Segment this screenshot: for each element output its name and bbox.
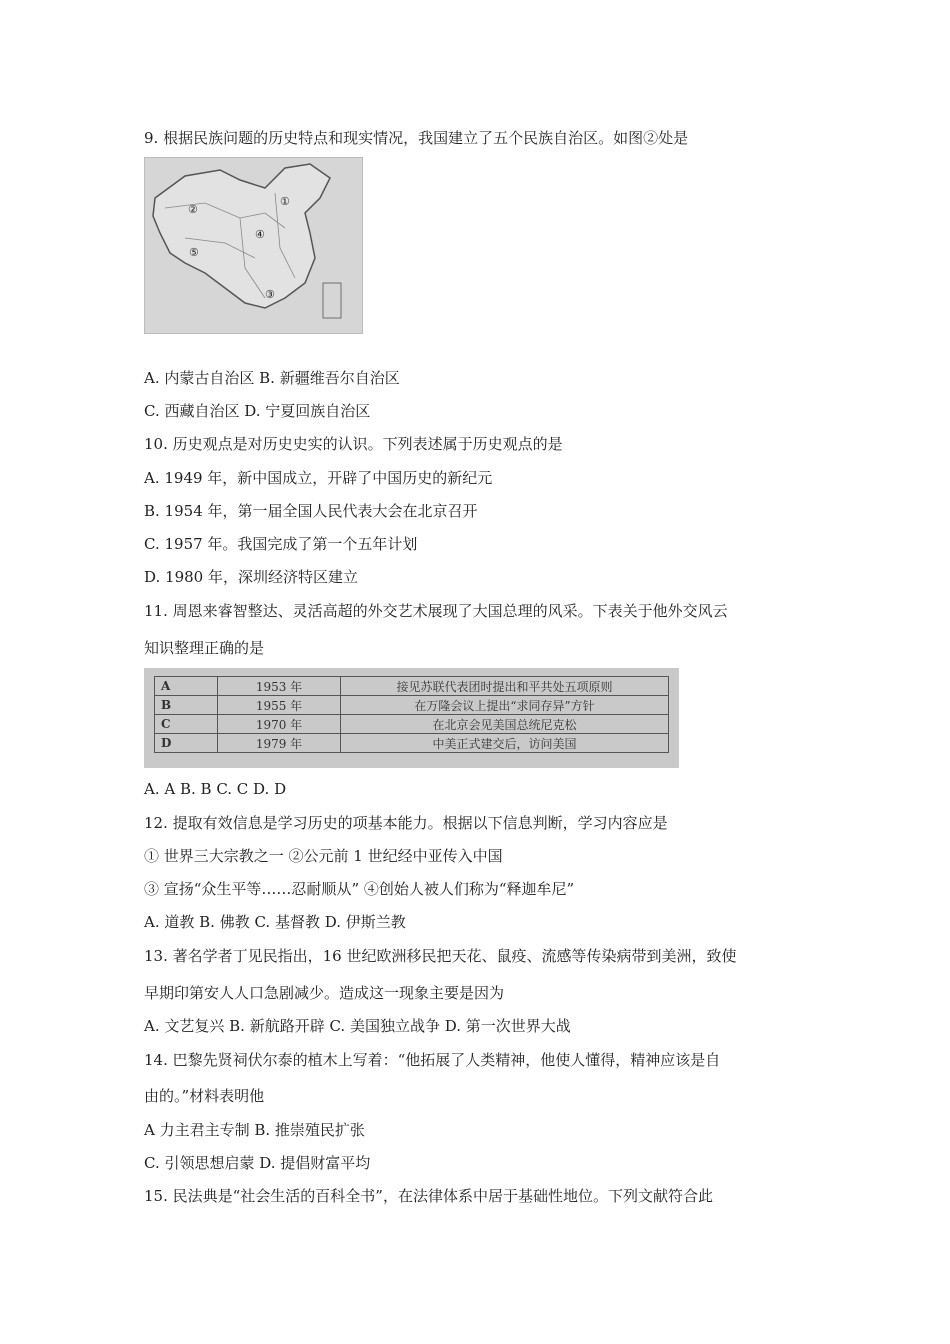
question-12-stem: 12. 提取有效信息是学习历史的项基本能力。根据以下信息判断，学习内容应是 xyxy=(144,814,668,832)
table-row xyxy=(155,677,669,696)
table-cell-year: 1955 年 xyxy=(218,696,341,715)
question-9-stem: 9. 根据民族问题的历史特点和现实情况，我国建立了五个民族自治区。如图②处是 xyxy=(144,129,689,147)
question-12-info-2: ③ 宣扬“众生平等……忍耐顺从” ④创始人被人们称为“释迦牟尼” xyxy=(144,880,575,898)
question-12-options: A. 道教 B. 佛教 C. 基督教 D. 伊斯兰教 xyxy=(144,913,406,931)
question-14-stem-1: 14. 巴黎先贤祠伏尔泰的植木上写着：“他拓展了人类精神，他使人懂得，精神应该是自 xyxy=(144,1051,721,1069)
map-marker-4: ④ xyxy=(255,228,265,241)
map-marker-3: ③ xyxy=(265,288,275,301)
question-13-stem-2: 早期印第安人人口急剧减少。造成这一现象主要是因为 xyxy=(144,984,505,1002)
question-13-options: A. 文艺复兴 B. 新航路开辟 C. 美国独立战争 D. 第一次世界大战 xyxy=(144,1017,571,1035)
question-11-stem-1: 11. 周恩来睿智整达、灵活高超的外交艺术展现了大国总理的风采。下表关于他外交风云 xyxy=(144,602,728,620)
table-row xyxy=(155,715,669,734)
question-10-option-a: A. 1949 年，新中国成立，开辟了中国历史的新纪元 xyxy=(144,469,493,487)
zhou-enlai-table-image xyxy=(144,668,679,768)
question-9-options-1: A. 内蒙古自治区 B. 新疆维吾尔自治区 xyxy=(144,369,400,387)
table-cell-letter: C xyxy=(155,715,218,734)
table-cell-event: 接见苏联代表团时提出和平共处五项原则 xyxy=(341,677,669,696)
table-cell-letter: B xyxy=(155,696,218,715)
map-marker-5: ⑤ xyxy=(189,246,199,259)
question-13-stem-1: 13. 著名学者丁见民指出，16 世纪欧洲移民把天花、鼠疫、流感等传染病带到美洲，致使 xyxy=(144,947,737,965)
china-map-image xyxy=(144,157,363,334)
question-15-stem-1: 15. 民法典是“社会生活的百科全书”，在法律体系中居于基础性地位。下列文献符合此 xyxy=(144,1187,713,1205)
question-10-option-b: B. 1954 年，第一届全国人民代表大会在北京召开 xyxy=(144,502,478,520)
question-11-options: A. A B. B C. C D. D xyxy=(144,780,287,798)
table-cell-year: 1979 年 xyxy=(218,734,341,753)
diplomacy-table xyxy=(154,676,669,753)
question-12-info-1: ① 世界三大宗教之一 ②公元前 1 世纪经中亚传入中国 xyxy=(144,847,503,865)
question-14-options-2: C. 引领思想启蒙 D. 提倡财富平均 xyxy=(144,1154,371,1172)
question-10-option-c: C. 1957 年。我国完成了第一个五年计划 xyxy=(144,535,418,553)
question-14-stem-2: 由的。”材料表明他 xyxy=(144,1087,265,1105)
china-map-icon xyxy=(145,158,362,333)
table-cell-event: 在北京会见美国总统尼克松 xyxy=(341,715,669,734)
question-10-stem: 10. 历史观点是对历史史实的认识。下列表述属于历史观点的是 xyxy=(144,435,563,453)
table-cell-year: 1970 年 xyxy=(218,715,341,734)
table-cell-letter: D xyxy=(155,734,218,753)
table-cell-letter: A xyxy=(155,677,218,696)
table-cell-event: 中美正式建交后，访问美国 xyxy=(341,734,669,753)
table-row xyxy=(155,734,669,753)
table-row xyxy=(155,696,669,715)
question-10-option-d: D. 1980 年，深圳经济特区建立 xyxy=(144,568,358,586)
map-marker-2: ② xyxy=(188,203,198,216)
question-14-options-1: A 力主君主专制 B. 推崇殖民扩张 xyxy=(144,1121,365,1139)
table-cell-event: 在万隆会议上提出“求同存异”方针 xyxy=(341,696,669,715)
map-marker-1: ① xyxy=(280,195,290,208)
question-11-stem-2: 知识整理正确的是 xyxy=(144,639,265,657)
table-cell-year: 1953 年 xyxy=(218,677,341,696)
question-9-options-2: C. 西藏自治区 D. 宁夏回族自治区 xyxy=(144,402,371,420)
